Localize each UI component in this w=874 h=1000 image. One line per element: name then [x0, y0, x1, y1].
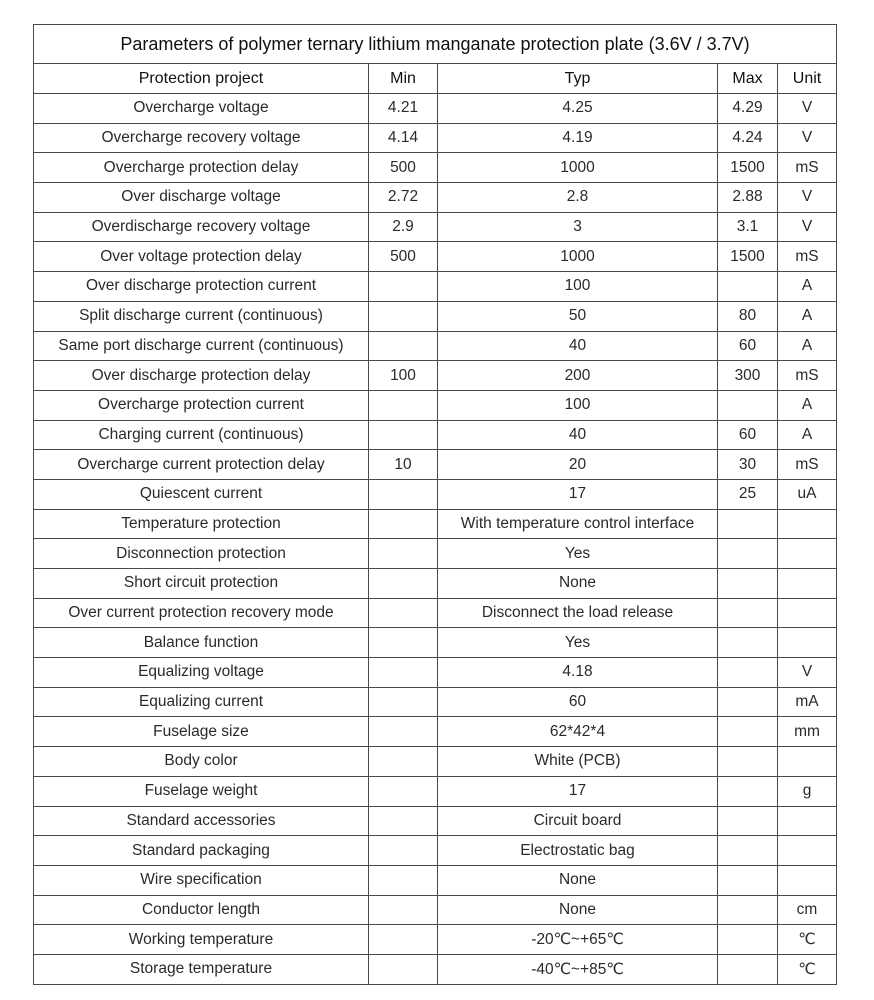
min-cell: [369, 569, 438, 599]
table-row: [34, 776, 837, 806]
min-cell: [369, 717, 438, 747]
table-row: [34, 390, 837, 420]
unit-cell: mS: [778, 153, 837, 183]
parameter-cell: Over discharge voltage: [34, 183, 369, 213]
typ-cell: 40: [438, 420, 718, 450]
typ-cell: 17: [438, 479, 718, 509]
table-row: [34, 658, 837, 688]
unit-cell: A: [778, 420, 837, 450]
max-cell: 30: [718, 450, 778, 480]
table-row: [34, 450, 837, 480]
typ-cell: Disconnect the load release: [438, 598, 718, 628]
unit-cell: V: [778, 658, 837, 688]
typ-cell: -20℃~+65℃: [438, 925, 718, 955]
table-row: [34, 153, 837, 183]
parameter-cell: Standard accessories: [34, 806, 369, 836]
max-cell: 300: [718, 361, 778, 391]
min-cell: [369, 895, 438, 925]
max-cell: 60: [718, 420, 778, 450]
min-cell: [369, 776, 438, 806]
min-cell: 2.9: [369, 212, 438, 242]
typ-cell: 17: [438, 776, 718, 806]
max-cell: 4.29: [718, 94, 778, 124]
unit-cell: [778, 539, 837, 569]
column-header-unit: Unit: [778, 64, 837, 94]
parameter-cell: Balance function: [34, 628, 369, 658]
table-body: [34, 94, 837, 985]
unit-cell: V: [778, 183, 837, 213]
unit-cell: cm: [778, 895, 837, 925]
max-cell: [718, 569, 778, 599]
table-row: [34, 836, 837, 866]
min-cell: [369, 390, 438, 420]
min-cell: [369, 598, 438, 628]
table-row: [34, 361, 837, 391]
table-row: [34, 479, 837, 509]
parameter-cell: Over voltage protection delay: [34, 242, 369, 272]
typ-cell: 3: [438, 212, 718, 242]
typ-cell: -40℃~+85℃: [438, 954, 718, 984]
column-header-typ: Typ: [438, 64, 718, 94]
typ-cell: 4.25: [438, 94, 718, 124]
max-cell: 25: [718, 479, 778, 509]
typ-cell: 100: [438, 272, 718, 302]
max-cell: [718, 925, 778, 955]
parameter-cell: Disconnection protection: [34, 539, 369, 569]
typ-cell: Electrostatic bag: [438, 836, 718, 866]
table-row: [34, 895, 837, 925]
table-row: [34, 212, 837, 242]
parameter-cell: Fuselage weight: [34, 776, 369, 806]
parameter-cell: Equalizing current: [34, 687, 369, 717]
min-cell: [369, 539, 438, 569]
parameter-cell: Fuselage size: [34, 717, 369, 747]
min-cell: [369, 954, 438, 984]
column-header-max: Max: [718, 64, 778, 94]
parameter-cell: Over discharge protection delay: [34, 361, 369, 391]
unit-cell: mS: [778, 361, 837, 391]
min-cell: [369, 509, 438, 539]
unit-cell: V: [778, 94, 837, 124]
table-row: [34, 242, 837, 272]
parameter-cell: Split discharge current (continuous): [34, 301, 369, 331]
min-cell: [369, 420, 438, 450]
parameter-cell: Over discharge protection current: [34, 272, 369, 302]
typ-cell: 1000: [438, 153, 718, 183]
max-cell: [718, 747, 778, 777]
unit-cell: [778, 747, 837, 777]
unit-cell: [778, 806, 837, 836]
typ-cell: 100: [438, 390, 718, 420]
parameter-cell: Overcharge recovery voltage: [34, 123, 369, 153]
parameter-cell: Short circuit protection: [34, 569, 369, 599]
min-cell: [369, 301, 438, 331]
table-row: [34, 628, 837, 658]
min-cell: [369, 925, 438, 955]
unit-cell: [778, 598, 837, 628]
column-header-min: Min: [369, 64, 438, 94]
unit-cell: ℃: [778, 925, 837, 955]
table-row: [34, 865, 837, 895]
max-cell: [718, 836, 778, 866]
max-cell: [718, 717, 778, 747]
max-cell: 1500: [718, 153, 778, 183]
table-row: [34, 539, 837, 569]
typ-cell: 50: [438, 301, 718, 331]
min-cell: 4.14: [369, 123, 438, 153]
typ-cell: None: [438, 865, 718, 895]
max-cell: 60: [718, 331, 778, 361]
typ-cell: 200: [438, 361, 718, 391]
table-title: Parameters of polymer ternary lithium manganate protection plate (3.6V / 3.7V): [34, 25, 837, 64]
table-row: [34, 717, 837, 747]
parameter-cell: Temperature protection: [34, 509, 369, 539]
header-row: [34, 64, 837, 94]
unit-cell: ℃: [778, 954, 837, 984]
min-cell: [369, 806, 438, 836]
typ-cell: None: [438, 569, 718, 599]
max-cell: 1500: [718, 242, 778, 272]
unit-cell: [778, 628, 837, 658]
table-row: [34, 569, 837, 599]
parameter-cell: Conductor length: [34, 895, 369, 925]
unit-cell: mm: [778, 717, 837, 747]
max-cell: 4.24: [718, 123, 778, 153]
min-cell: [369, 272, 438, 302]
unit-cell: A: [778, 390, 837, 420]
typ-cell: White (PCB): [438, 747, 718, 777]
unit-cell: A: [778, 331, 837, 361]
max-cell: 80: [718, 301, 778, 331]
unit-cell: V: [778, 212, 837, 242]
unit-cell: [778, 865, 837, 895]
max-cell: [718, 658, 778, 688]
table-row: [34, 183, 837, 213]
typ-cell: 40: [438, 331, 718, 361]
max-cell: [718, 539, 778, 569]
parameter-cell: Storage temperature: [34, 954, 369, 984]
parameter-cell: Equalizing voltage: [34, 658, 369, 688]
max-cell: [718, 776, 778, 806]
parameter-cell: Body color: [34, 747, 369, 777]
parameter-cell: Overcharge voltage: [34, 94, 369, 124]
unit-cell: A: [778, 301, 837, 331]
parameter-cell: Over current protection recovery mode: [34, 598, 369, 628]
table-row: [34, 806, 837, 836]
typ-cell: Yes: [438, 628, 718, 658]
parameter-cell: Overcharge protection current: [34, 390, 369, 420]
typ-cell: Circuit board: [438, 806, 718, 836]
table-row: [34, 94, 837, 124]
max-cell: [718, 272, 778, 302]
min-cell: 100: [369, 361, 438, 391]
parameter-cell: Overcharge current protection delay: [34, 450, 369, 480]
column-header-protection-project: Protection project: [34, 64, 369, 94]
spec-table: [33, 24, 837, 985]
max-cell: [718, 806, 778, 836]
typ-cell: 4.18: [438, 658, 718, 688]
unit-cell: [778, 569, 837, 599]
min-cell: 10: [369, 450, 438, 480]
min-cell: 4.21: [369, 94, 438, 124]
min-cell: [369, 658, 438, 688]
max-cell: [718, 895, 778, 925]
parameter-cell: Quiescent current: [34, 479, 369, 509]
min-cell: 500: [369, 242, 438, 272]
typ-cell: Yes: [438, 539, 718, 569]
max-cell: [718, 628, 778, 658]
table-row: [34, 687, 837, 717]
typ-cell: With temperature control interface: [438, 509, 718, 539]
min-cell: [369, 836, 438, 866]
typ-cell: 4.19: [438, 123, 718, 153]
unit-cell: A: [778, 272, 837, 302]
parameter-cell: Overdischarge recovery voltage: [34, 212, 369, 242]
unit-cell: uA: [778, 479, 837, 509]
min-cell: [369, 331, 438, 361]
min-cell: [369, 687, 438, 717]
min-cell: [369, 747, 438, 777]
typ-cell: 60: [438, 687, 718, 717]
min-cell: 500: [369, 153, 438, 183]
max-cell: [718, 509, 778, 539]
table-row: [34, 747, 837, 777]
table-row: [34, 331, 837, 361]
max-cell: 3.1: [718, 212, 778, 242]
parameter-cell: Wire specification: [34, 865, 369, 895]
parameter-cell: Standard packaging: [34, 836, 369, 866]
max-cell: [718, 390, 778, 420]
unit-cell: V: [778, 123, 837, 153]
table-row: [34, 272, 837, 302]
unit-cell: mA: [778, 687, 837, 717]
min-cell: [369, 865, 438, 895]
max-cell: [718, 954, 778, 984]
min-cell: [369, 479, 438, 509]
table-row: [34, 598, 837, 628]
min-cell: 2.72: [369, 183, 438, 213]
typ-cell: None: [438, 895, 718, 925]
typ-cell: 1000: [438, 242, 718, 272]
typ-cell: 2.8: [438, 183, 718, 213]
min-cell: [369, 628, 438, 658]
table-row: [34, 925, 837, 955]
max-cell: 2.88: [718, 183, 778, 213]
parameter-cell: Charging current (continuous): [34, 420, 369, 450]
unit-cell: mS: [778, 450, 837, 480]
table-row: [34, 123, 837, 153]
parameter-cell: Working temperature: [34, 925, 369, 955]
table-row: [34, 301, 837, 331]
unit-cell: mS: [778, 242, 837, 272]
max-cell: [718, 865, 778, 895]
typ-cell: 62*42*4: [438, 717, 718, 747]
unit-cell: [778, 836, 837, 866]
title-row: [34, 25, 837, 64]
unit-cell: g: [778, 776, 837, 806]
unit-cell: [778, 509, 837, 539]
typ-cell: 20: [438, 450, 718, 480]
table-row: [34, 509, 837, 539]
max-cell: [718, 687, 778, 717]
parameter-cell: Overcharge protection delay: [34, 153, 369, 183]
max-cell: [718, 598, 778, 628]
table-row: [34, 954, 837, 984]
parameter-cell: Same port discharge current (continuous): [34, 331, 369, 361]
table-row: [34, 420, 837, 450]
